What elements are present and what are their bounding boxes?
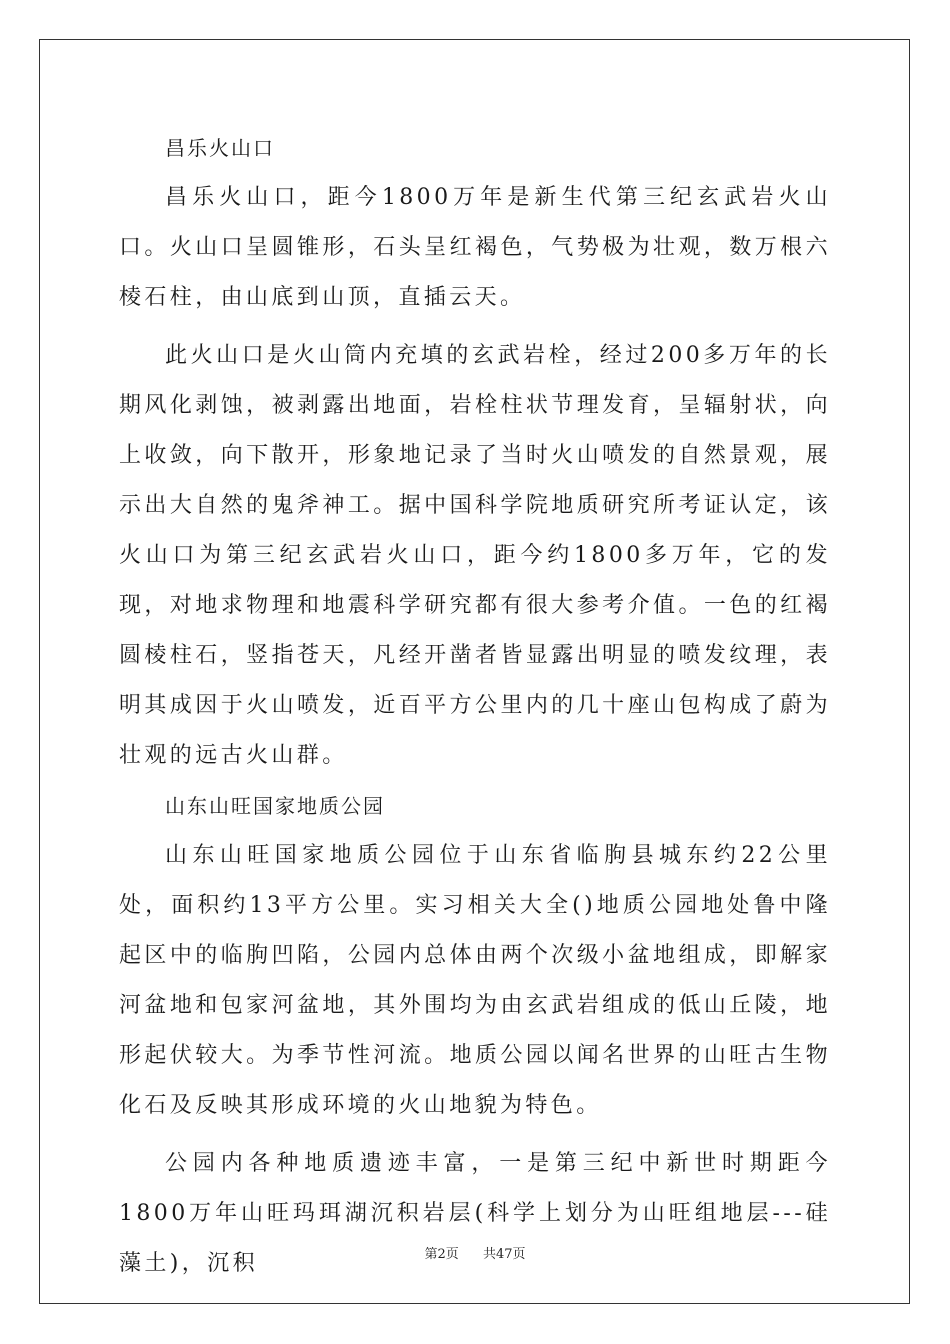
paragraph-changle-intro: 昌乐火山口，距今1800万年是新生代第三纪玄武岩火山口。火山口呈圆锥形，石头呈红褐色，气势极为壮观，数万根六棱石柱，由山底到山顶，直插云天。 xyxy=(119,185,831,310)
paragraph-shanwang-relics: 公园内各种地质遗迹丰富，一是第三纪中新世时期距今1800万年山旺玛珥湖沉积岩层(科学上划分为山旺组地层---硅藻土)，沉积 xyxy=(119,1151,831,1276)
page-number: 第2页 xyxy=(424,1247,459,1262)
page-footer xyxy=(0,1243,950,1262)
section-heading-shanwang: 山东山旺国家地质公园 xyxy=(165,794,385,818)
paragraph-shanwang-intro: 山东山旺国家地质公园位于山东省临朐县城东约22公里处，面积约13平方公里。实习相关大全()地质公园地处鲁中隆起区中的临朐凹陷，公园内总体由两个次级小盆地组成，即解家河盆地和包家河盆地，其外围均为由玄武岩组成的低山丘陵，地形起伏较大。为季节性河流。地质公园以闻名世界的山旺古生物化石及反映其形成环境的火山地貌为特色。 xyxy=(119,843,831,1118)
paragraph-changle-detail: 此火山口是火山筒内充填的玄武岩栓，经过200多万年的长期风化剥蚀，被剥露出地面，岩栓柱状节理发育，呈辐射状，向上收敛，向下散开，形象地记录了当时火山喷发的自然景观，展示出大自然的鬼斧神工。据中国科学院地质研究所考证认定，该火山口为第三纪玄武岩火山口，距今约1800多万年，它的发现，对地求物理和地震科学研究都有很大参考介值。一色的红褐圆棱柱石，竖指苍天，凡经开凿者皆显露出明显的喷发纹理，表明其成因于火山喷发，近百平方公里内的几十座山包构成了蔚为壮观的远古火山群。 xyxy=(119,343,831,768)
document-body xyxy=(119,123,831,1289)
section-heading-changle: 昌乐火山口 xyxy=(165,136,275,160)
page-total: 共47页 xyxy=(483,1247,526,1262)
